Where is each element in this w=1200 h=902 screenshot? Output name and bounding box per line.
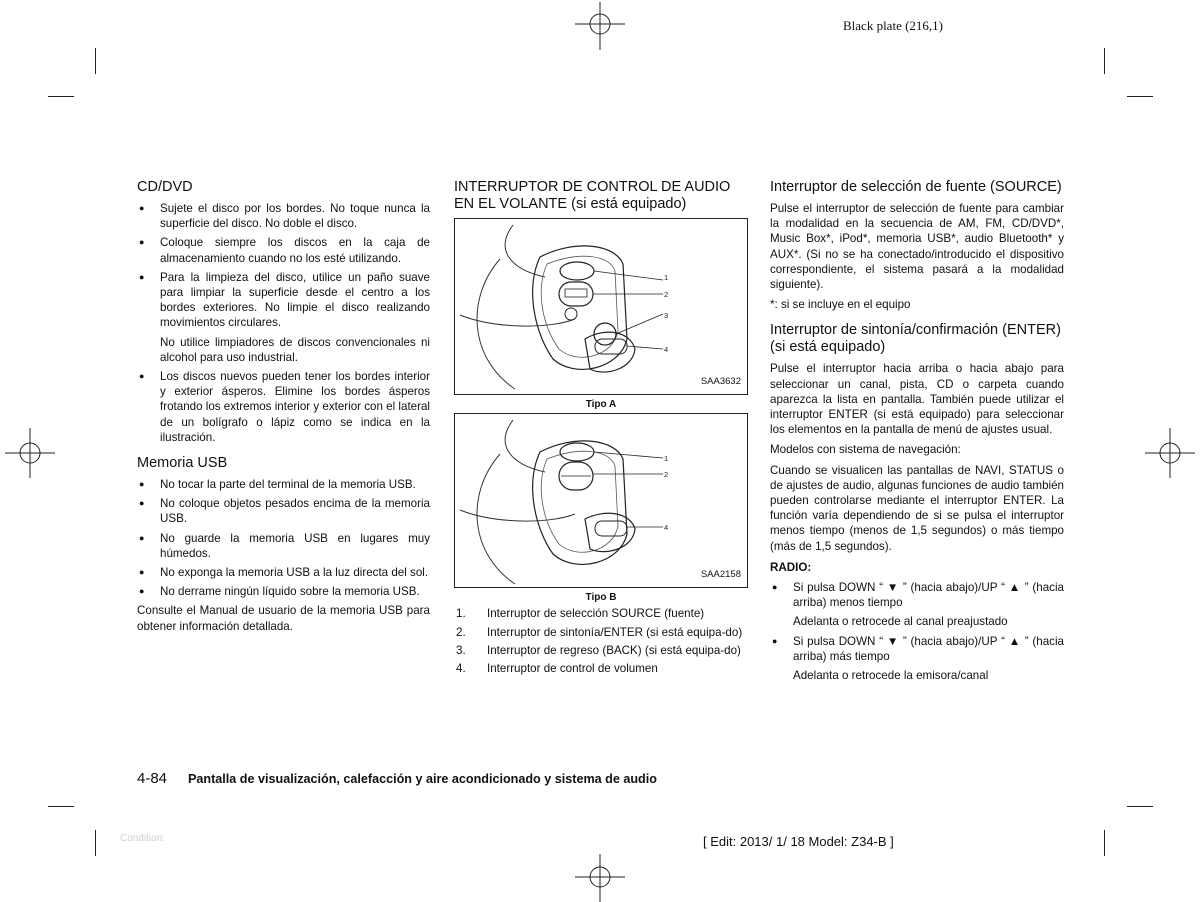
callout-1: 1 bbox=[664, 454, 669, 464]
radio-subheading: RADIO: bbox=[770, 560, 812, 574]
bullet-icon: ● bbox=[772, 582, 778, 593]
usb-list bbox=[137, 477, 430, 599]
footer-title: Pantalla de visualización, calefacción y aire acondicionado y sistema de audio bbox=[188, 772, 657, 786]
list-item: ● Si pulsa DOWN “ ▼ ” (hacia abajo)/UP “ ▲ ” (hacia arriba) más tiempo Adelanta o retrocede la emisora/canal bbox=[772, 634, 1064, 683]
registration-mark-icon bbox=[1145, 428, 1195, 478]
list-item: ● No derrame ningún líquido sobre la memoria USB. bbox=[139, 585, 420, 599]
bullet-icon: ● bbox=[139, 498, 145, 509]
section-heading-cd-dvd: CD/DVD bbox=[137, 179, 193, 195]
list-item: ● Coloque siempre los discos en la caja de almacenamiento cuando no los esté utilizando. bbox=[139, 236, 430, 265]
plate-label: Black plate (216,1) bbox=[843, 18, 943, 33]
section-heading-source: Interruptor de selección de fuente (SOURCE) bbox=[770, 179, 1062, 195]
section-heading-enter: Interruptor de sintonía/confirmación (ENTER) (si está equipado) bbox=[770, 322, 1061, 356]
list-item: ● No guarde la memoria USB en lugares muy húmedos. bbox=[139, 531, 430, 560]
column-source-enter bbox=[770, 179, 1064, 687]
crop-mark bbox=[1127, 806, 1153, 807]
switch-legend-list bbox=[454, 606, 748, 676]
list-item: 3. Interruptor de regreso (BACK) (si está equipa-do) bbox=[456, 643, 741, 657]
nav-models-label: Modelos con sistema de navegación: bbox=[770, 443, 961, 457]
steering-switch-illustration bbox=[455, 414, 747, 587]
crop-mark bbox=[1127, 96, 1153, 97]
bullet-icon: ● bbox=[772, 635, 778, 646]
figure-caption: Tipo B bbox=[585, 592, 617, 604]
registration-mark-icon bbox=[575, 852, 625, 902]
list-item: ● Los discos nuevos pueden tener los bordes interior y exterior ásperos. Elimine los bordes ásperos frotando los extremos interior y exterior con el lateral de un bolígrafo o lápiz como se indica en la ilustración. bbox=[139, 370, 430, 444]
bullet-icon: ● bbox=[139, 532, 145, 543]
section-heading-steering: INTERRUPTOR DE CONTROL DE AUDIO EN EL VOLANTE (si está equipado) bbox=[454, 179, 731, 212]
figure-code: SAA2158 bbox=[700, 569, 741, 580]
page-number: 4-84 bbox=[137, 770, 168, 787]
nav-paragraph: Cuando se visualicen las pantallas de NAVI, STATUS o de ajustes de audio, algunas funciones de audio también pueden controlarse mediante el interruptor ENTER. La función varía dependiendo de si se pulsa el interruptor menos tiempo (menos de 1,5 segundos) o más tiempo (más de 1,5 segundos). bbox=[770, 463, 1064, 553]
registration-mark-icon bbox=[575, 2, 625, 52]
source-paragraph: Pulse el interruptor de selección de fuente para cambiar la modalidad en la secuencia de AM, FM, CD/DVD*, Music Box*, iPod*, memoria USB*, audio Bluetooth* y AUX*. (Si no se ha conectado/introducido el dispositivo correspondiente, el sistema pasará a la modalidad siguiente). bbox=[770, 202, 1064, 292]
bullet-icon: ● bbox=[139, 586, 145, 597]
list-item: ● No coloque objetos pesados encima de la memoria USB. bbox=[139, 497, 430, 526]
figure-type-a bbox=[454, 218, 748, 395]
bullet-icon: ● bbox=[139, 271, 145, 282]
section-heading-usb: Memoria USB bbox=[137, 455, 228, 472]
condition-label: Condition: bbox=[120, 833, 166, 844]
list-item: 4. Interruptor de control de volumen bbox=[456, 662, 658, 676]
list-item-note: Adelanta o retrocede la emisora/canal bbox=[793, 669, 989, 683]
crop-mark bbox=[95, 830, 96, 856]
enter-paragraph: Pulse el interruptor hacia arriba o hacia abajo para seleccionar un canal, pista, CD o carpeta cuando aparezca la lista en pantalla. También puede utilizar el interruptor ENTER (si está equipado) para seleccionar los elementos en la pantalla de menú de ajustes usual. bbox=[770, 362, 1064, 437]
bullet-icon: ● bbox=[139, 203, 145, 213]
figure-code: SAA3632 bbox=[700, 375, 741, 387]
callout-4: 4 bbox=[664, 523, 669, 533]
callout-2: 2 bbox=[664, 470, 669, 480]
list-item: 1. Interruptor de selección SOURCE (fuente) bbox=[456, 607, 705, 621]
list-item: ● No exponga la memoria USB a la luz directa del sol. bbox=[139, 566, 429, 580]
figure-caption: Tipo A bbox=[585, 399, 617, 410]
edit-info: [ Edit: 2013/ 1/ 18 Model: Z34-B ] bbox=[703, 834, 894, 849]
usb-paragraph: Consulte el Manual de usuario de la memoria USB para obtener información detallada. bbox=[137, 604, 430, 633]
crop-mark bbox=[48, 96, 74, 97]
bullet-icon: ● bbox=[139, 237, 145, 248]
figure-type-b bbox=[454, 413, 748, 588]
list-item: ● Para la limpieza del disco, utilice un paño suave para limpiar la superficie desde el centro a los bordes exteriores. No limpie el disco realizando movimientos circulares. No utilice limpiadores de discos convencionales ni alcohol para uso industrial. bbox=[139, 270, 430, 364]
crop-mark bbox=[1104, 48, 1105, 74]
callout-2: 2 bbox=[664, 290, 669, 299]
footnote: *: si se incluye en el equipo bbox=[770, 298, 911, 312]
callout-3: 3 bbox=[664, 311, 669, 320]
list-item-note: No utilice limpiadores de discos convencionales ni alcohol para uso industrial. bbox=[160, 335, 430, 364]
callout-1: 1 bbox=[664, 273, 669, 282]
list-item-note: Adelanta o retrocede al canal preajustado bbox=[793, 615, 1008, 629]
callout-4: 4 bbox=[664, 345, 669, 354]
list-item: ● Sujete el disco por los bordes. No toque nunca la superficie del disco. No doble el disco. bbox=[139, 202, 430, 231]
list-item: 2. Interruptor de sintonía/ENTER (si está equipa-do) bbox=[456, 625, 743, 639]
steering-switch-illustration bbox=[455, 219, 747, 394]
radio-list bbox=[770, 580, 1064, 683]
crop-mark bbox=[1104, 830, 1105, 856]
crop-mark bbox=[48, 806, 74, 807]
bullet-icon: ● bbox=[139, 371, 145, 382]
registration-mark-icon bbox=[5, 428, 55, 478]
bullet-icon: ● bbox=[139, 567, 145, 578]
cd-dvd-list bbox=[137, 201, 430, 445]
list-item: ● Si pulsa DOWN “ ▼ ” (hacia abajo)/UP “ ▲ ” (hacia arriba) menos tiempo Adelanta o retrocede al canal preajustado bbox=[772, 581, 1064, 629]
list-item: ● No tocar la parte del terminal de la memoria USB. bbox=[139, 478, 416, 492]
bullet-icon: ● bbox=[139, 479, 145, 490]
crop-mark bbox=[95, 48, 96, 74]
column-steering-switch bbox=[454, 179, 748, 679]
column-cd-usb bbox=[137, 179, 430, 639]
